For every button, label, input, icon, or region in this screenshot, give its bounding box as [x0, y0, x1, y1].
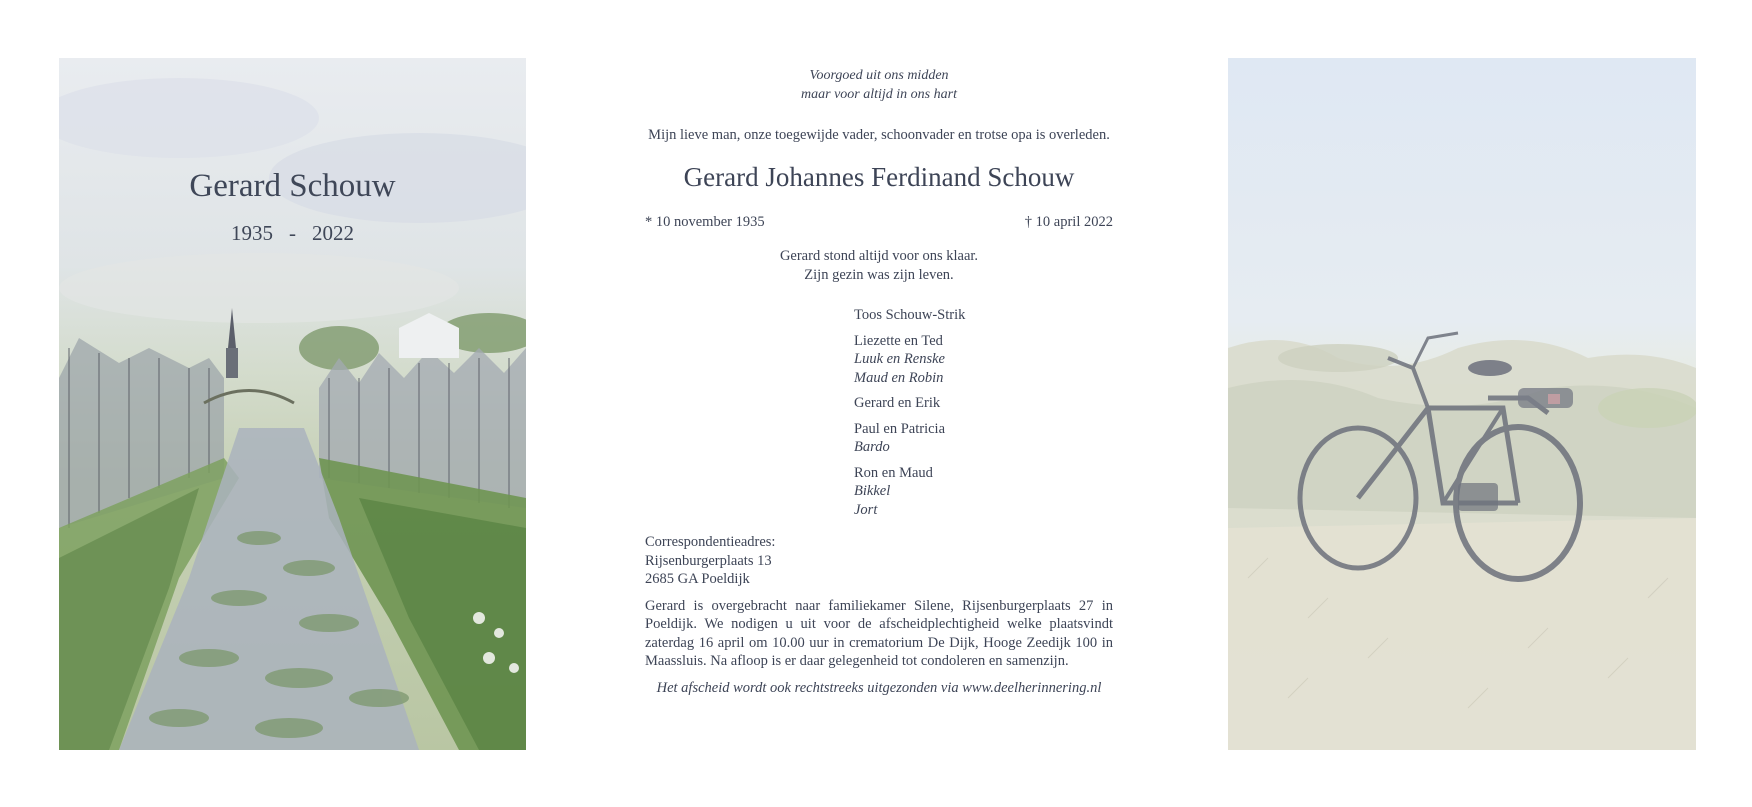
stream-note: Het afscheid wordt ook rechtstreeks uitgezonden via www.deelherinnering.nl: [656, 679, 1102, 696]
life-dates: [645, 213, 1113, 232]
correspondence-address: [645, 533, 1113, 589]
family-member: Gerard en Erik: [854, 395, 941, 411]
family-group: [854, 332, 1113, 388]
full-name: Gerard Johannes Ferdinand Schouw: [683, 161, 1075, 192]
family-group: [854, 464, 1113, 520]
grandchildren: Jort: [854, 501, 878, 518]
quote: [645, 247, 1113, 284]
cover-year-separator: -: [289, 221, 296, 245]
family-member: Paul en Patricia: [854, 420, 946, 437]
quote-line-2: Zijn gezin was zijn leven.: [804, 266, 954, 283]
family-list: [854, 306, 1113, 519]
family-member: Toos Schouw-Strik: [854, 307, 966, 323]
bicycle-photo: [1228, 58, 1696, 750]
birth-date: * 10 november 1935: [645, 213, 765, 230]
grandchildren: Maud en Robin: [854, 369, 944, 386]
address-street: Rijsenburgerplaats 13: [645, 552, 772, 569]
family-member: Liezette en Ted: [854, 332, 943, 349]
motto: [645, 66, 1113, 104]
family-group: [854, 306, 1113, 325]
family-group: [854, 394, 1113, 413]
cover-name: Gerard Schouw: [189, 168, 396, 204]
death-date: † 10 april 2022: [1024, 213, 1113, 230]
motto-line-2: maar voor altijd in ons hart: [801, 87, 957, 102]
grandchildren: Bikkel: [854, 483, 891, 499]
cover-year-birth: 1935: [231, 221, 273, 245]
family-group: [854, 420, 1113, 457]
bicycle-illustration: [1228, 58, 1696, 750]
cover-painting: [59, 58, 526, 750]
grandchildren: Bardo: [854, 439, 890, 455]
announcement-text: [645, 66, 1113, 697]
intro-sentence: Mijn lieve man, onze toegewijde vader, schoonvader en trotse opa is overleden.: [648, 127, 1110, 143]
address-label: Correspondentieadres:: [645, 534, 776, 550]
canal-painting-illustration: [59, 58, 526, 750]
family-member: Ron en Maud: [854, 464, 933, 481]
grandchildren: Luuk en Renske: [854, 351, 945, 367]
quote-line-1: Gerard stond altijd voor ons klaar.: [779, 248, 979, 264]
cover-year-death: 2022: [312, 221, 354, 245]
ceremony-notice: Gerard is overgebracht naar familiekamer Silene, Rijsenburgerplaats 27 in Poeldijk. We nodigen u uit voor de afscheidplechtigheid welke plaatsvindt zaterdag 16 april om 10.00 uur in crematorium De Dijk, Hooge Zeedijk 100 in Maassluis. Na afloop is er daar gelegenheid tot condoleren en samenzijn.: [645, 597, 1113, 669]
address-city: 2685 GA Poeldijk: [645, 571, 750, 587]
motto-line-1: Voorgoed uit ons midden: [809, 68, 949, 83]
cover-years: [59, 221, 526, 246]
